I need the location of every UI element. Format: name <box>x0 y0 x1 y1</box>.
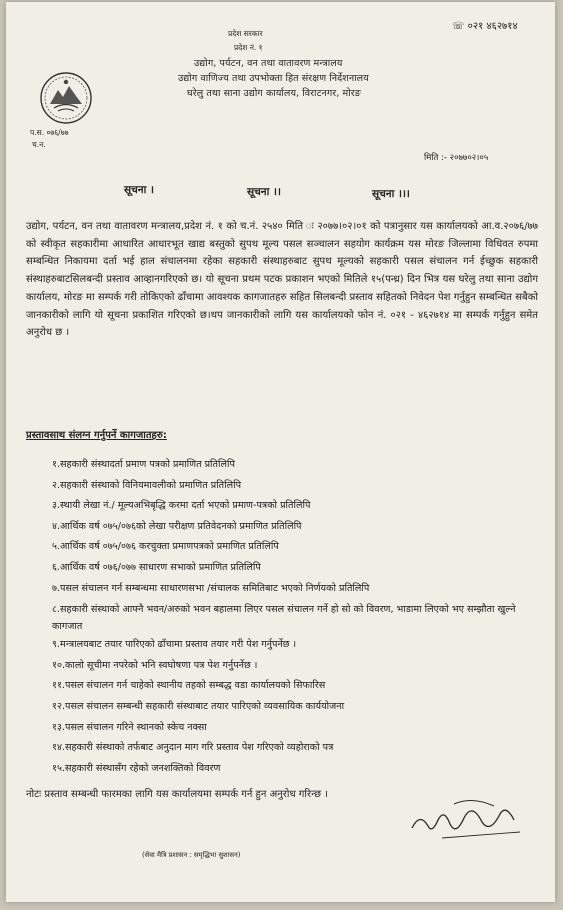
header-top-label: प्रदेश सरकार <box>228 29 263 38</box>
notice-document <box>6 2 555 902</box>
header-cn: च.न. <box>32 140 46 149</box>
notice-body-paragraph: उद्योग, पर्यटन, वन तथा वातावरण मन्त्रालय,प्रदेश नं. १ को च.नं. २५४० मिति ः २०७७।०२।०१ को पत्रानुसार यस कार्यालयको आ.व.२०७६/७७ को स्वीकृत सहकारीमा आधारित आधारभूत खाद्य बस्तुको सुपथ मूल्य पसल सञ्चालन सहयोग कार्यक्रम यस मोरङ जिल्लामा विधिवत रुपमा सम्बन्धित निकायमा दर्ता भई हाल संचालनमा रहेका सहकारी संस्थाहरुबाट सुपथ मूल्यको सहकारी पसल संचालन गर्न ईच्छुक सहकारी संस्थाहरुबाटसिलबन्दी प्रस्ताव आव्हानगरिएको छ। यो सूचना प्रथम पटक प्रकाशन भएको मितिले १५(पन्ध्र) दिन भित्र यस घरेलु तथा साना उद्योग कार्यालय, मोरङ मा सम्पर्क गरी तोकिएको ढाँचामा आवश्यक कागजातहरु सहित सिलबन्दी प्रस्ताव सहितको निवेदन पेश गर्नुहुन सम्बन्धित सबैको जानकारीको लागि यो सूचना प्रकाशित गरिएको छ।थप जानकारीको लागि यस कार्यालयको फोन नं. ०२१ - ४६२७१४ मा सम्पर्क गर्नुहुन समेत अनुरोध छ । <box>26 221 538 339</box>
signature-icon <box>402 790 532 850</box>
footer-slogan: (सेवा मैत्रि प्रशासन : समृद्धिभा सुशासन) <box>142 851 241 859</box>
notice-heading-3: सूचना ।।। <box>372 188 410 200</box>
list-item: ५.आर्थिक वर्ष ०७५/०७६ करचुक्ता प्रमाणपत्रको प्रमाणित प्रतिलिपि <box>52 541 279 553</box>
list-item: ४.आर्थिक वर्ष ०७५/०७६को लेखा परीक्षण प्रतिवेदनको प्रमाणित प्रतिलिपि <box>52 520 302 532</box>
notice-heading-1: सूचना । <box>124 184 154 196</box>
list-item: ९.मन्त्रालयबाट तयार पारिएको ढाँचामा प्रस्ताव तयार गरी पेश गर्नुपर्नेछ । <box>52 639 297 651</box>
notice-heading-2: सूचना ।। <box>247 186 281 198</box>
list-item: ३.स्थायी लेखा नं./ मूल्यअभिबृद्धि करमा दर्ता भएको प्रमाण-पत्रको प्रतिलिपि <box>52 500 311 512</box>
header-office: घरेलु तथा साना उद्योग कार्यालय, विराटनगर, मोरङ <box>187 88 361 99</box>
list-item: १५.सहकारी संस्थासँग रहेको जनशक्तिको विवरण <box>52 762 221 774</box>
list-item: ६.आर्थिक वर्ष ०७६/०७७ साधारण सभाको प्रमाणित प्रतिलिपि <box>52 561 261 573</box>
list-item: २.सहकारी संस्थाको विनियमावलीको प्रमाणित प्रतिलिपि <box>52 479 242 491</box>
header-phone: ☏ ०२१ ४६२७१४ <box>452 21 518 32</box>
list-item: १४.सहकारी संस्थाको तर्फबाट अनुदान माग गरि प्रस्ताव पेश गरिएको व्यहोराको पत्र <box>52 742 334 754</box>
list-item: ७.पसल संचालन गर्न सम्बन्धमा साधारणसभा /संचालक समितिबाट भएको निर्णयको प्रतिलिपि <box>52 582 370 594</box>
header-ps: प.स. ०७६/७७ <box>30 128 69 137</box>
header-directorate: उद्योग वाणिज्य तथा उपभोक्ता हित संरक्षण निर्देशनालय <box>178 73 369 84</box>
list-item: १.सहकारी संस्थादर्ता प्रमाण पत्रको प्रमाणित प्रतिलिपि <box>52 459 235 470</box>
documents-list-title: प्रस्तावसाथ संलग्न गर्नुपर्ने कागजातहरु: <box>26 430 167 441</box>
documents-list <box>52 455 542 779</box>
note-text: नोटः प्रस्ताव सम्बन्धी फारमका लागि यस कार्यालयमा सम्पर्क गर्न हुन अनुरोध गरिन्छ । <box>26 789 328 800</box>
list-item: १३.पसल संचालन गरिने स्थानको स्केच नक्सा <box>52 721 207 733</box>
header-ministry: उद्योग, पर्यटन, वन तथा वातावरण मन्त्रालय <box>194 58 343 69</box>
list-item: ८.सहकारी संस्थाको आफ्नै भवन/अरुको भवन बहालमा लिएर पसल संचालन गर्ने हो सो को विवरण, भाडामा लिएको भए सम्झौता खुल्ने कागजात <box>52 604 516 633</box>
list-item: १०.कालो सूचीमा नपरेको भनि स्वघोषणा पत्र पेश गर्नुपर्नेछ । <box>52 659 258 671</box>
nepal-emblem-icon <box>36 70 96 126</box>
header-province: प्रदेश नं. १ <box>234 43 263 52</box>
list-item: १२.पसल संचालन सम्बन्धी सहकारी संस्थाबाट तयार पारिएको व्यवसायिक कार्ययोजना <box>52 700 345 712</box>
list-item: ११.पसल संचालन गर्न चाहेको स्थानीय तहको सम्बद्ध वडा कार्यालयको सिफारिस <box>52 680 326 692</box>
document-date: मिति :- २०७७०२।०५ <box>424 153 489 163</box>
